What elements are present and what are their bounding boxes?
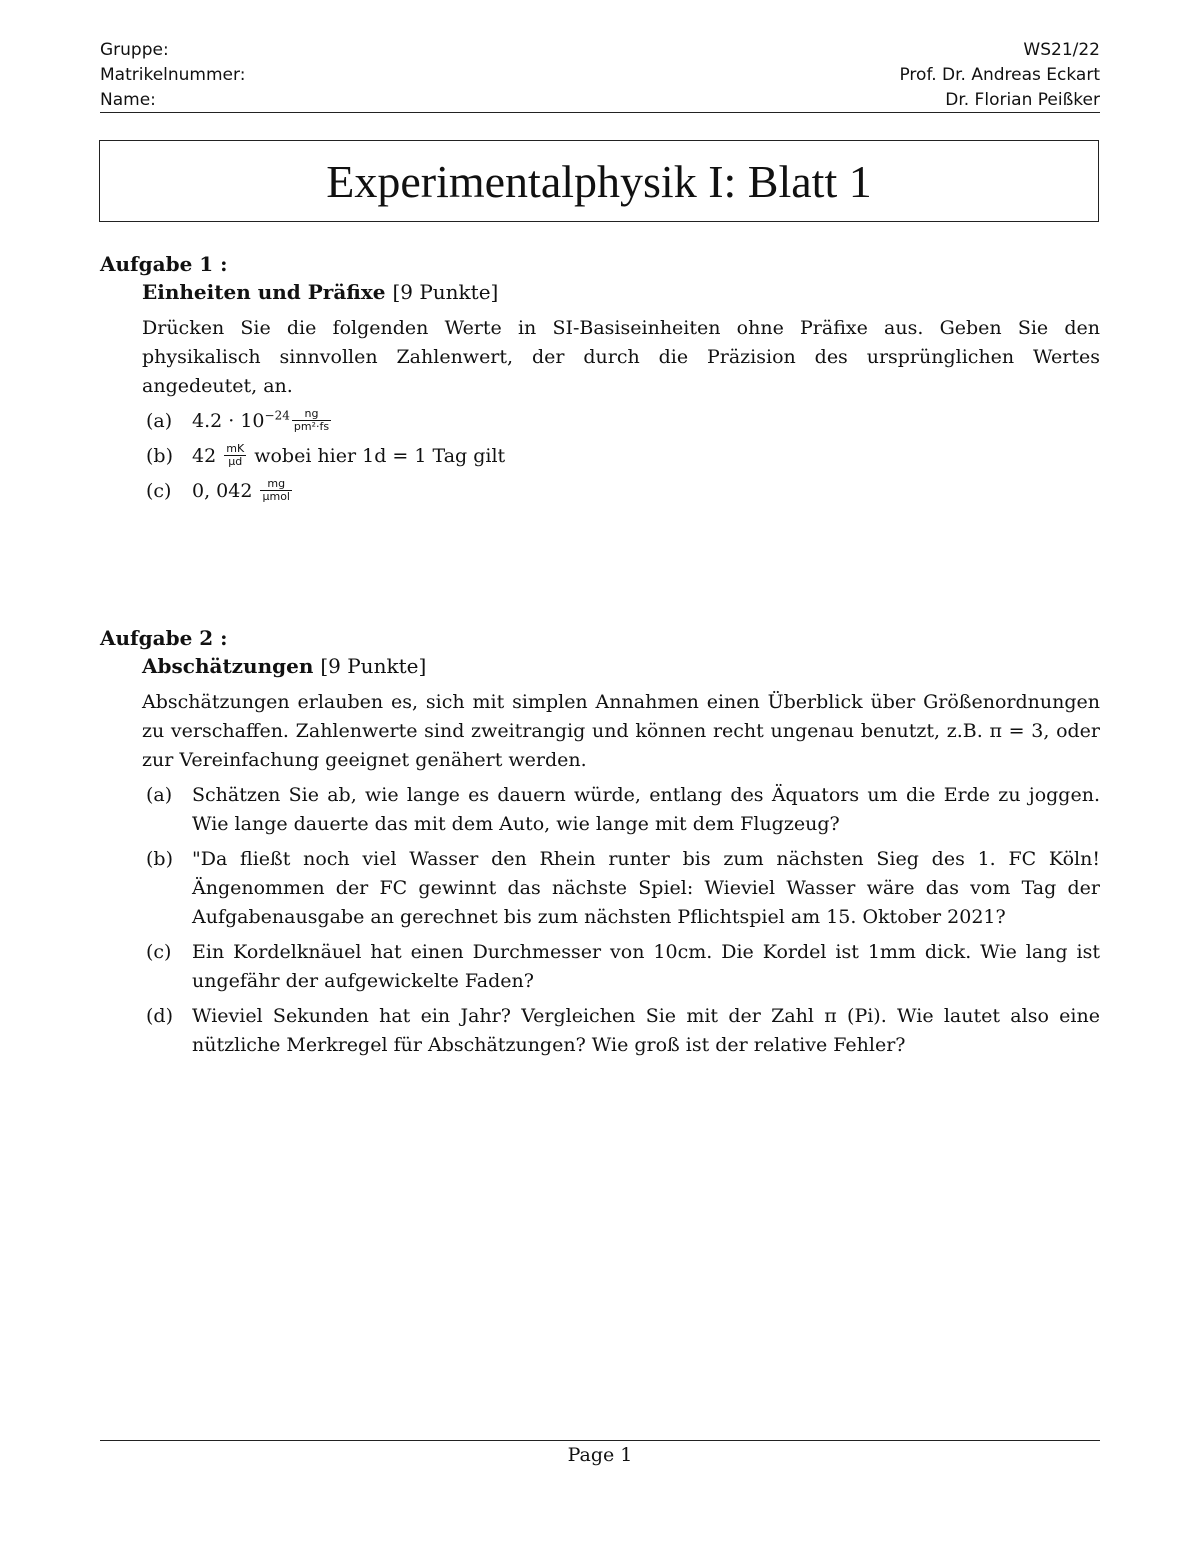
formula-value: 0, 042 bbox=[192, 480, 253, 502]
formula-exponent: −24 bbox=[264, 408, 290, 423]
task-2-subtitle-text: Abschätzungen bbox=[142, 654, 314, 678]
page-title: Experimentalphysik I: Blatt 1 bbox=[326, 155, 872, 207]
unit-numerator: ng bbox=[292, 408, 331, 421]
unit-fraction bbox=[224, 443, 246, 468]
task-1-intro: Drücken Sie die folgenden Werte in SI-Basiseinheiten ohne Präfixe aus. Geben Sie den physikalisch sinnvollen Zahlenwert, der durch die Präzision des ursprünglichen Wertes angedeutet, an. bbox=[142, 317, 1100, 397]
header-group-label: Gruppe: bbox=[100, 40, 169, 60]
task-2-points: [9 Punkte] bbox=[320, 654, 427, 678]
header-semester: WS21/22 bbox=[1023, 40, 1100, 60]
task-2 bbox=[100, 624, 1100, 1060]
task-2-heading: Aufgabe 2 : bbox=[100, 626, 228, 650]
item-label: (a) bbox=[146, 410, 173, 432]
header-divider bbox=[100, 112, 1100, 113]
footer-divider bbox=[100, 1440, 1100, 1441]
task-2-items bbox=[142, 781, 1100, 1060]
task-1-subtitle-text: Einheiten und Präfixe bbox=[142, 280, 386, 304]
page-header bbox=[100, 38, 1100, 113]
item-label: (c) bbox=[146, 480, 172, 502]
task-1-heading: Aufgabe 1 : bbox=[100, 252, 228, 276]
item-formula bbox=[192, 407, 1100, 436]
unit-fraction bbox=[260, 478, 292, 503]
task-1-item-b bbox=[142, 442, 1100, 471]
item-text: Ein Kordelknäuel hat einen Durchmesser von 10cm. Die Kordel ist 1mm dick. Wie lang ist ungefähr der aufgewickelte Faden? bbox=[192, 941, 1100, 992]
header-doctor: Dr. Florian Peißker bbox=[945, 90, 1100, 110]
task-2-intro: Abschätzungen erlauben es, sich mit simplen Annahmen einen Überblick über Größenordnungen zu verschaffen. Zahlenwerte sind zweitrangig und können recht ungenau benutzt, z.B. π = 3, oder zur Vereinfachung geeignet genähert werden. bbox=[142, 691, 1100, 771]
unit-denominator: μmol bbox=[262, 489, 290, 503]
item-formula bbox=[192, 477, 1100, 506]
task-2-item-d bbox=[142, 1002, 1100, 1060]
task-2-item-c bbox=[142, 938, 1100, 996]
item-formula bbox=[192, 442, 1100, 471]
item-text: Schätzen Sie ab, wie lange es dauern würde, entlang des Äquators um die Erde zu joggen. Wie lange dauerte das mit dem Auto, wie lange mit dem Flugzeug? bbox=[192, 784, 1100, 835]
header-name-label: Name: bbox=[100, 90, 156, 110]
unit-numerator: mg bbox=[260, 478, 292, 491]
item-text: Wieviel Sekunden hat ein Jahr? Vergleichen Sie mit der Zahl π (Pi). Wie lautet also eine nützliche Merkregel für Abschätzungen? Wie groß ist der relative Fehler? bbox=[192, 1005, 1100, 1056]
item-label: (b) bbox=[146, 848, 173, 870]
item-label: (c) bbox=[146, 941, 172, 963]
task-1-item-c bbox=[142, 477, 1100, 506]
item-label: (a) bbox=[146, 784, 173, 806]
header-matrikel-label: Matrikelnummer: bbox=[100, 65, 246, 85]
task-1-item-a bbox=[142, 407, 1100, 436]
title-box bbox=[99, 140, 1099, 222]
task-1-items bbox=[142, 407, 1100, 506]
header-professor: Prof. Dr. Andreas Eckart bbox=[899, 65, 1100, 85]
page-number: Page 1 bbox=[567, 1444, 633, 1466]
item-label: (d) bbox=[146, 1005, 173, 1027]
task-2-item-b bbox=[142, 845, 1100, 932]
task-2-subtitle bbox=[142, 652, 1100, 680]
item-text: "Da fließt noch viel Wasser den Rhein runter bis zum nächsten Sieg des 1. FC Köln!Ängenommen der FC gewinnt das nächste Spiel: Wieviel Wasser wäre das vom Tag der Aufgabenausgabe an gerechnet bis zum nächsten Pflichtspiel am 15. Oktober 2021? bbox=[192, 848, 1100, 928]
unit-denominator: μd bbox=[228, 454, 243, 468]
unit-fraction bbox=[292, 408, 331, 433]
item-label: (b) bbox=[146, 445, 173, 467]
task-1-points: [9 Punkte] bbox=[392, 280, 499, 304]
task-1 bbox=[100, 250, 1100, 506]
task-2-item-a bbox=[142, 781, 1100, 839]
formula-note: wobei hier 1d = 1 Tag gilt bbox=[254, 445, 506, 467]
formula-value: 4.2 · 10 bbox=[192, 410, 265, 432]
task-1-subtitle bbox=[142, 278, 1100, 306]
unit-numerator: mK bbox=[226, 441, 245, 455]
formula-value: 42 bbox=[192, 445, 217, 467]
unit-denominator: pm²·fs bbox=[293, 419, 330, 433]
